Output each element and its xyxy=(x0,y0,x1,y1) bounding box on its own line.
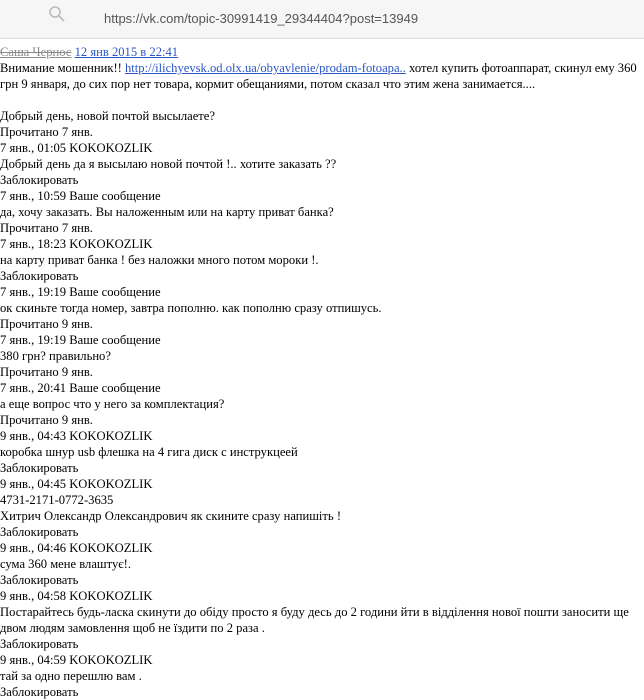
message-line: Добрый день да я высылаю новой почтой !.. хотите заказать ?? xyxy=(0,157,337,171)
message-line: Прочитано 9 янв. xyxy=(0,317,93,331)
message-line: Заблокировать xyxy=(0,269,79,283)
message-line: Заблокировать xyxy=(0,173,79,187)
message-line: 9 янв., 04:43 KOKOKOZLIK xyxy=(0,429,153,443)
message-line: да, хочу заказать. Вы наложенным или на карту приват банка? xyxy=(0,205,334,219)
message-line: 9 янв., 04:46 KOKOKOZLIK xyxy=(0,541,153,555)
message-line: 7 янв., 20:41 Ваше сообщение xyxy=(0,381,161,395)
message-line: Заблокировать xyxy=(0,525,79,539)
message-line: 7 янв., 19:19 Ваше сообщение xyxy=(0,333,161,347)
message-line: 7 янв., 01:05 KOKOKOZLIK xyxy=(0,141,153,155)
message-line: 9 янв., 04:58 KOKOKOZLIK xyxy=(0,589,153,603)
address-bar xyxy=(0,0,644,39)
message-line: ок скиньте тогда номер, завтра пополню. как пополню сразу отпишусь. xyxy=(0,301,382,315)
author-link[interactable]: Саша Чернос xyxy=(0,45,72,59)
search-icon[interactable] xyxy=(48,5,66,23)
message-line: Заблокировать xyxy=(0,461,79,475)
message-line: 7 янв., 10:59 Ваше сообщение xyxy=(0,189,161,203)
message-line: а еще вопрос что у него за комплектация? xyxy=(0,397,225,411)
message-line: на карту приват банка ! без наложки много потом мороки !. xyxy=(0,253,319,267)
message-log xyxy=(0,108,644,700)
message-line: Заблокировать xyxy=(0,637,79,651)
message-line: 380 грн? правильно? xyxy=(0,349,111,363)
url-text[interactable]: https://vk.com/topic-30991419_29344404?post=13949 xyxy=(104,11,419,26)
post-date-link[interactable]: 12 янв 2015 в 22:41 xyxy=(74,45,179,59)
message-line: Заблокировать xyxy=(0,685,79,699)
intro-prefix: Внимание мошенник!! xyxy=(0,61,125,75)
message-line: 9 янв., 04:59 KOKOKOZLIK xyxy=(0,653,153,667)
post-intro xyxy=(0,60,644,92)
message-line: Добрый день, новой почтой высылаете? xyxy=(0,109,215,123)
message-line: Прочитано 7 янв. xyxy=(0,221,93,235)
message-line: 7 янв., 19:19 Ваше сообщение xyxy=(0,285,161,299)
message-line: Прочитано 7 янв. xyxy=(0,125,93,139)
post-header xyxy=(0,44,644,60)
message-line: тай за одно перешлю вам . xyxy=(0,669,142,683)
spacer xyxy=(0,92,644,108)
intro-suffix: хотел купить фотоаппарат, скинул ему 360 грн 9 января, до сих пор нет товара, кормит обещаниями, потом сказал что этим жена занимается.... xyxy=(0,61,637,91)
message-line: Хитрич Олександр Олександрович як скините сразу напишіть ! xyxy=(0,509,342,523)
post xyxy=(0,44,644,700)
message-line: 9 янв., 04:45 KOKOKOZLIK xyxy=(0,477,153,491)
message-line: сума 360 мене влаштує!. xyxy=(0,557,131,571)
message-line: Заблокировать xyxy=(0,573,79,587)
message-line: Прочитано 9 янв. xyxy=(0,365,93,379)
message-line: 4731-2171-0772-3635 xyxy=(0,493,114,507)
message-line: коробка шнур usb флешка на 4 гига диск с инструкцеей xyxy=(0,445,298,459)
message-line: 7 янв., 18:23 KOKOKOZLIK xyxy=(0,237,153,251)
message-line: Прочитано 9 янв. xyxy=(0,413,93,427)
message-line: Постарайтесь будь-ласка скинути до обіду просто я буду десь до 2 години йти в відділення нової пошти заносити ще двом людям замовлення щоб не їздити по 2 раза . xyxy=(0,605,629,635)
olx-link[interactable]: http://ilichyevsk.od.olx.ua/obyavlenie/prodam-fotoapa.. xyxy=(125,61,406,75)
